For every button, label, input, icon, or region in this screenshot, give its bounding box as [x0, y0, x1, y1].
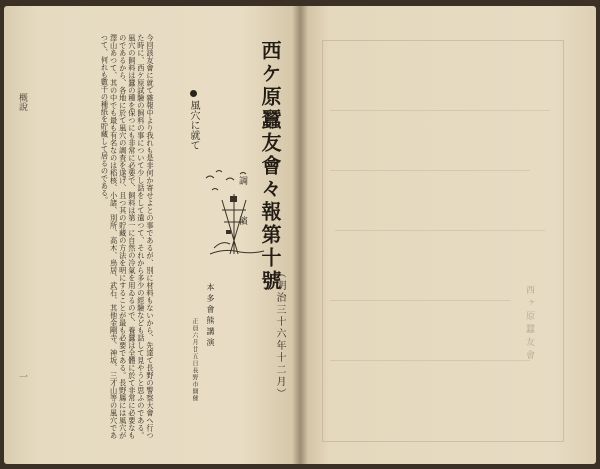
- book-gutter: [292, 6, 308, 464]
- show-through-line: [335, 230, 545, 231]
- show-through-text: 西ヶ原蠶友會: [524, 285, 534, 363]
- show-through-line: [330, 300, 510, 301]
- bulletin-date: （明治三十六年十二月）: [274, 268, 285, 400]
- show-through-line: [330, 170, 530, 171]
- show-through-line: [330, 360, 530, 361]
- section-heading: [186, 90, 201, 150]
- bulletin-title: 西ケ原蠶友會々報第十號: [258, 40, 282, 293]
- illustration-caption-2: 濱: [237, 216, 247, 225]
- section-heading-text: 風穴に就て: [188, 100, 199, 150]
- bullet-icon: [190, 90, 197, 97]
- byline-name: 本多會熊講演: [206, 283, 215, 349]
- show-through-line: [330, 110, 550, 111]
- margin-note-bottom: 一: [17, 372, 27, 381]
- illustration-caption-1: 調: [237, 176, 247, 185]
- byline-detail: 正員六月廿五日長野市開催: [191, 318, 198, 402]
- body-text: 今回該友會に就て雜報中より我れも是非何か寄せよとの事であるが、別に材料もないから、先達て長野の警察大會へ行つた時に、西ケ原試驗の飼料の事について少し話をして遣つて、それから多少の經驗なども話して見やうと思ふのである。風穴の飼料は蠶の種を保つにも非常に必要で、飼料は第一に自然の冷氣を用ゐるので、養蠶は全體に於て非常に必要なものであるから、各地に於て風穴の調査を遂げ、且つ其の貯藏の方法を明にすることが最も必要である。長野縣には風穴が澤山あつて、其の中でも最も有名なのは稻核、小諸、別所、高木、鳥居、武石、其他金剛寺、神坂、三才山等の風穴であつて、何れも數千の種紙を貯藏して居るのである。: [100, 34, 155, 439]
- show-through-frame: [322, 40, 564, 442]
- margin-note-top: 概說: [17, 93, 27, 111]
